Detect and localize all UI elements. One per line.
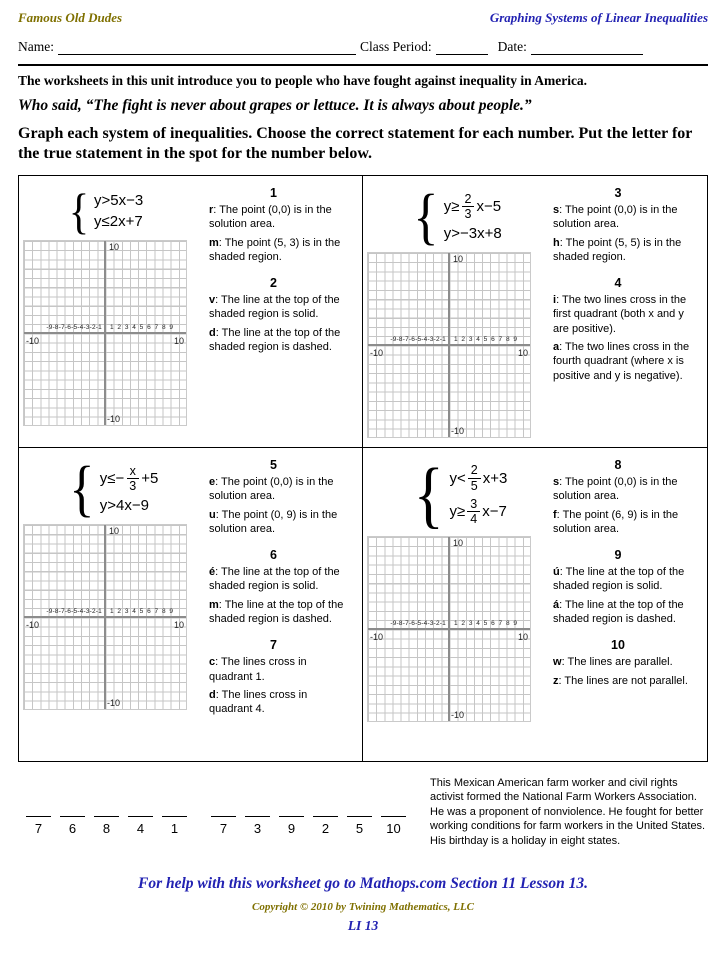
answer-number: 8 (102, 820, 111, 836)
doc-code: LI 13 (347, 917, 379, 933)
answer-line[interactable] (381, 806, 406, 817)
cell-4-statements (537, 452, 701, 761)
option-text: : The line at the top of the shaded region is dashed. (209, 326, 341, 354)
inequality-text: x+3 (482, 469, 508, 487)
inequality-text: y>−3x+8 (443, 225, 502, 243)
x-negative-ticks: -9-8-7-6-5-4-3-2-1 (390, 619, 446, 627)
option (209, 326, 350, 355)
option-text: : The lines are not parallel. (558, 674, 688, 687)
y-max-label: 10 (109, 241, 120, 252)
brace-icon: { (413, 182, 439, 251)
answer-number: 4 (136, 820, 145, 836)
problem-10 (553, 638, 695, 688)
problem-4 (553, 276, 695, 383)
option (553, 655, 695, 669)
help-line: For help with this worksheet go to Mathops.com Section 11 Lesson 13. (138, 874, 588, 892)
x-min-label: -10 (26, 619, 40, 630)
x-axis (24, 332, 186, 334)
problem-5 (209, 458, 350, 536)
option-text: : The line at the top of the shaded region is solid. (209, 566, 340, 593)
answer-blank[interactable] (128, 806, 153, 836)
problem-number: 4 (614, 276, 622, 291)
y-min-label: -10 (107, 697, 121, 708)
fraction-denominator: 4 (470, 512, 478, 527)
fraction-numerator: 3 (467, 497, 480, 512)
x-positive-ticks: 1 2 3 4 5 6 7 8 9 (110, 323, 174, 331)
option-letter: v (209, 294, 216, 307)
option-letter: d (209, 688, 216, 701)
x-axis (24, 616, 186, 618)
option-text: : The lines are parallel. (561, 656, 673, 669)
option-letter: r (209, 203, 214, 216)
option (209, 508, 350, 537)
answer-line[interactable] (347, 806, 372, 817)
problem-number: 2 (270, 276, 277, 291)
problem-cell-2 (363, 176, 707, 448)
option (209, 688, 350, 717)
x-positive-ticks: 1 2 3 4 5 6 7 8 9 (110, 607, 174, 615)
x-max-label: 10 (173, 619, 184, 630)
series-title: Famous Old Dudes (18, 10, 123, 25)
x-negative-ticks: -9-8-7-6-5-4-3-2-1 (46, 323, 102, 331)
option (209, 475, 350, 504)
cell-4-graph-column (367, 452, 537, 761)
coordinate-grid-1 (23, 240, 187, 426)
answer-line[interactable] (162, 806, 187, 817)
option-letter: e (209, 475, 216, 488)
problem-6 (209, 548, 350, 626)
answer-number: 10 (386, 820, 401, 836)
fraction-numerator: 2 (462, 192, 475, 207)
option-letter: á (553, 598, 560, 611)
option-text: : The point (5, 3) is in the shaded region. (209, 236, 341, 263)
instructions-text: Graph each system of inequalities. Choose the correct statement for each number. Put the letter for the true statement in the spot for the number below. (18, 125, 693, 163)
answer-blank[interactable] (279, 806, 304, 836)
system-1 (67, 182, 193, 239)
answer-line[interactable] (94, 806, 119, 817)
x-negative-ticks: -9-8-7-6-5-4-3-2-1 (390, 335, 446, 343)
y-max-label: 10 (453, 253, 464, 264)
inequality-text: y< (449, 469, 466, 487)
option (209, 203, 350, 232)
answer-blank[interactable] (162, 806, 187, 836)
bio-paragraph: This Mexican American farm worker and civil rights activist formed the National Farm Workers Association. He was a proponent of nonviolence. He fought for better working conditions for farm workers in the United States. His birthday is a holiday in eight states. (430, 776, 706, 847)
x-min-label: -10 (370, 347, 384, 358)
x-max-label: 10 (517, 347, 528, 358)
answer-line[interactable] (60, 806, 85, 817)
brace-icon: { (68, 182, 90, 239)
problem-number: 9 (614, 548, 622, 563)
option-letter: a (553, 341, 560, 354)
inequality-text: y>5x−3 (94, 191, 144, 209)
option-text: : The line at the top of the shaded region is dashed. (553, 598, 684, 626)
problem-number: 3 (614, 185, 622, 200)
answer-line[interactable] (279, 806, 304, 817)
copyright-line: Copyright © 2010 by Twining Mathematics, LLC (251, 900, 475, 913)
option-text: : The line at the top of the shaded region is solid. (209, 294, 340, 321)
option-text: : The point (0,0) is in the solution area. (553, 475, 678, 503)
system-1-lines (94, 190, 143, 232)
x-axis (368, 344, 530, 346)
answer-blank[interactable] (313, 806, 338, 836)
x-positive-ticks: 1 2 3 4 5 6 7 8 9 (454, 335, 518, 343)
answer-blanks (26, 806, 406, 836)
problem-2 (209, 276, 350, 354)
answer-line[interactable] (211, 806, 236, 817)
cell-2-statements (537, 180, 701, 447)
answer-line[interactable] (245, 806, 270, 817)
option-text: : The lines cross in quadrant 4. (209, 688, 308, 716)
y-min-label: -10 (451, 425, 465, 436)
answer-number: 3 (253, 820, 262, 836)
fraction-numerator: x (127, 464, 139, 479)
date-label: Date: (497, 39, 527, 54)
option-letter: s (553, 475, 560, 488)
option-letter: u (209, 508, 216, 521)
answer-blank[interactable] (60, 806, 85, 836)
quote-text: Who said, “The fight is never about grapes or lettuce. It is always about people.” (18, 97, 532, 114)
x-positive-ticks: 1 2 3 4 5 6 7 8 9 (454, 619, 518, 627)
problem-number: 10 (611, 638, 625, 653)
answer-number: 2 (321, 820, 330, 836)
problem-8 (553, 458, 695, 536)
problem-number: 6 (270, 548, 277, 563)
cell-3-statements (193, 452, 356, 761)
inequality-text: y≥ (443, 197, 460, 215)
answer-line[interactable] (128, 806, 153, 817)
x-min-label: -10 (26, 335, 40, 346)
fraction-denominator: 5 (470, 478, 478, 493)
problem-number: 1 (270, 185, 277, 200)
x-max-label: 10 (173, 335, 184, 346)
option-text: : The point (0,0) is in the solution area. (209, 203, 332, 231)
answer-group-2 (211, 806, 406, 836)
inequality-text: y>4x−9 (99, 497, 149, 515)
answer-blank[interactable] (381, 806, 406, 836)
problem-cell-1 (19, 176, 363, 448)
option (553, 475, 695, 504)
date-input-line[interactable] (531, 41, 643, 55)
cell-3-graph-column (23, 452, 193, 761)
name-row (18, 39, 708, 55)
cell-1-graph-column (23, 180, 193, 447)
coordinate-grid-3 (23, 524, 187, 710)
inequality-text: y≤2x+7 (94, 212, 143, 230)
option (553, 203, 695, 232)
problem-3 (553, 186, 695, 264)
option-text: : The point (0,0) is in the solution area. (209, 475, 334, 503)
option (209, 236, 350, 265)
problem-7 (209, 638, 350, 716)
problem-number: 7 (270, 638, 277, 653)
option-letter: m (209, 598, 219, 611)
answer-blank[interactable] (245, 806, 270, 836)
option (553, 598, 695, 627)
fraction (468, 463, 481, 493)
fraction-denominator: 3 (129, 478, 137, 493)
option (553, 340, 695, 383)
problem-number: 8 (614, 457, 622, 472)
cell-2-graph-column (367, 180, 537, 447)
option-text: : The two lines cross in the first quadrant (both x and y are positive). (553, 294, 687, 335)
fraction (467, 497, 480, 527)
name-input-line[interactable] (58, 41, 356, 55)
option-letter: c (209, 656, 216, 669)
divider-rule (18, 64, 708, 66)
answer-number: 7 (219, 820, 228, 836)
option-text: : The lines cross in quadrant 1. (209, 656, 307, 683)
answer-blank[interactable] (26, 806, 51, 836)
cell-1-statements (193, 180, 356, 447)
option-letter: ú (553, 566, 560, 579)
fraction (462, 192, 475, 222)
option (553, 236, 695, 265)
option (209, 655, 350, 684)
y-max-label: 10 (453, 537, 464, 548)
answer-line[interactable] (26, 806, 51, 817)
option-text: : The point (0,0) is in the solution area. (553, 203, 678, 231)
option (553, 565, 695, 594)
inequality-text: y≤− (99, 469, 125, 487)
answer-and-bio-row (18, 776, 708, 849)
coordinate-grid-4 (367, 536, 531, 722)
inequality-text: x−7 (482, 503, 507, 521)
y-min-label: -10 (451, 709, 465, 720)
problem-9 (553, 548, 695, 626)
problem-1 (209, 186, 350, 264)
option-letter: s (553, 203, 560, 216)
y-min-label: -10 (107, 413, 121, 424)
option-letter: d (209, 326, 216, 339)
brace-icon: { (413, 453, 444, 536)
fraction-denominator: 3 (464, 206, 472, 221)
option-text: : The point (5, 5) is in the shaded region. (553, 236, 682, 263)
class-period-input-line[interactable] (436, 41, 488, 55)
option (553, 674, 695, 688)
answer-number: 6 (68, 820, 77, 836)
fraction-numerator: 2 (468, 463, 481, 478)
inequality-text: +5 (141, 469, 159, 487)
system-2-lines (444, 190, 502, 245)
problem-cell-3 (19, 448, 363, 761)
problem-number: 5 (270, 457, 277, 472)
worksheet-title: Graphing Systems of Linear Inequalities (489, 10, 708, 25)
x-max-label: 10 (517, 631, 528, 642)
option-text: : The point (0, 9) is in the solution area. (209, 508, 338, 535)
answer-blank[interactable] (347, 806, 372, 836)
option-text: : The line at the top of the shaded region is dashed. (209, 598, 344, 626)
x-min-label: -10 (370, 631, 384, 642)
fraction (126, 464, 139, 494)
brace-icon: { (69, 454, 95, 523)
answer-number: 9 (287, 820, 296, 836)
answer-group-1 (26, 806, 187, 836)
option (553, 508, 695, 537)
system-2 (411, 182, 537, 251)
problem-cell-4 (363, 448, 707, 761)
option-letter: é (209, 566, 216, 579)
unit-intro-text: The worksheets in this unit introduce you to people who have fought against inequality in America. (18, 73, 588, 88)
answer-number: 5 (355, 820, 364, 836)
answer-blank[interactable] (211, 806, 236, 836)
option-letter: h (553, 236, 560, 249)
option (209, 565, 350, 594)
answer-line[interactable] (313, 806, 338, 817)
class-period-label: Class Period: (360, 39, 432, 54)
header-bar (18, 10, 708, 26)
option-letter: f (553, 508, 557, 521)
y-max-label: 10 (109, 525, 120, 536)
problems-table (18, 175, 708, 762)
answer-number: 1 (170, 820, 179, 836)
option (553, 293, 695, 336)
x-axis (368, 628, 530, 630)
system-4 (411, 453, 537, 536)
system-4-lines (450, 461, 508, 529)
option-text: : The point (6, 9) is in the solution area. (553, 508, 679, 535)
x-negative-ticks: -9-8-7-6-5-4-3-2-1 (46, 607, 102, 615)
inequality-text: y≥ (449, 503, 466, 521)
system-3 (67, 454, 193, 523)
option (209, 293, 350, 322)
answer-number: 7 (34, 820, 43, 836)
option-letter: i (553, 294, 557, 307)
name-label: Name: (18, 39, 54, 54)
option-letter: z (553, 674, 559, 687)
system-3-lines (100, 462, 159, 517)
option-text: : The line at the top of the shaded region is solid. (553, 566, 685, 593)
option-letter: m (209, 236, 219, 249)
option (209, 598, 350, 627)
option-text: : The two lines cross in the fourth quadrant (where x is positive and y is negative). (553, 341, 690, 382)
coordinate-grid-2 (367, 252, 531, 438)
answer-blank[interactable] (94, 806, 119, 836)
inequality-text: x−5 (476, 197, 502, 215)
option-letter: w (553, 656, 562, 669)
